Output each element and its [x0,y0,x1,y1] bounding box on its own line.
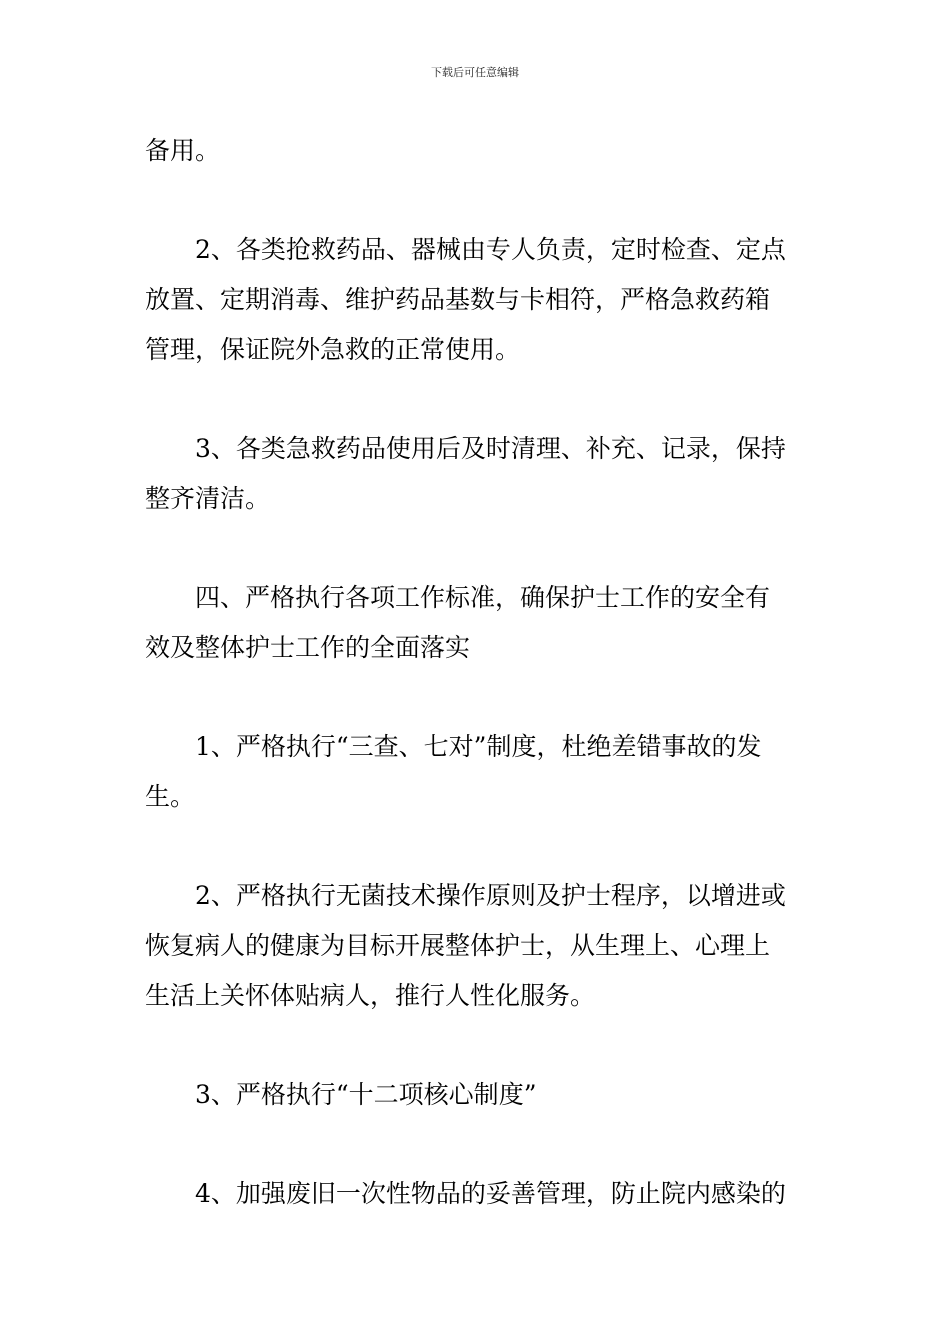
text-line: 放置、定期消毒、维护药品基数与卡相符，严格急救药箱 [145,285,771,314]
text-line: 生。 [145,782,196,811]
document-body [145,126,807,1268]
text-line: 备用。 [145,136,221,165]
text-line: 2、严格执行无菌技术操作原则及护士程序，以增进或 [195,881,786,910]
text-line: 恢复病人的健康为目标开展整体护士，从生理上、心理上 [145,931,771,960]
section-heading-four [145,573,807,673]
page-header: 下载后可任意编辑 [431,66,519,79]
paragraph-item-3-drugs [145,424,807,524]
text-line: 1、严格执行“三查、七对”制度，杜绝差错事故的发 [195,732,762,761]
text-line: 生活上关怀体贴病人，推行人性化服务。 [145,981,596,1010]
paragraph-item-2-equipment [145,225,807,375]
paragraph-continuation [145,126,807,176]
paragraph-item-3-core-rules [145,1070,807,1120]
paragraph-item-4-waste [145,1169,807,1219]
text-line: 四、严格执行各项工作标准，确保护士工作的安全有 [195,583,771,612]
paragraph-item-1-checks [145,722,807,822]
paragraph-item-2-aseptic [145,871,807,1021]
text-line: 效及整体护士工作的全面落实 [145,633,471,662]
text-line: 3、严格执行“十二项核心制度” [195,1080,537,1109]
text-line: 3、各类急救药品使用后及时清理、补充、记录，保持 [195,434,786,463]
text-line: 管理，保证院外急救的正常使用。 [145,335,521,364]
text-line: 4、加强废旧一次性物品的妥善管理，防止院内感染的 [195,1179,786,1208]
text-line: 整齐清洁。 [145,484,271,513]
text-line: 2、各类抢救药品、器械由专人负责，定时检查、定点 [195,235,786,264]
